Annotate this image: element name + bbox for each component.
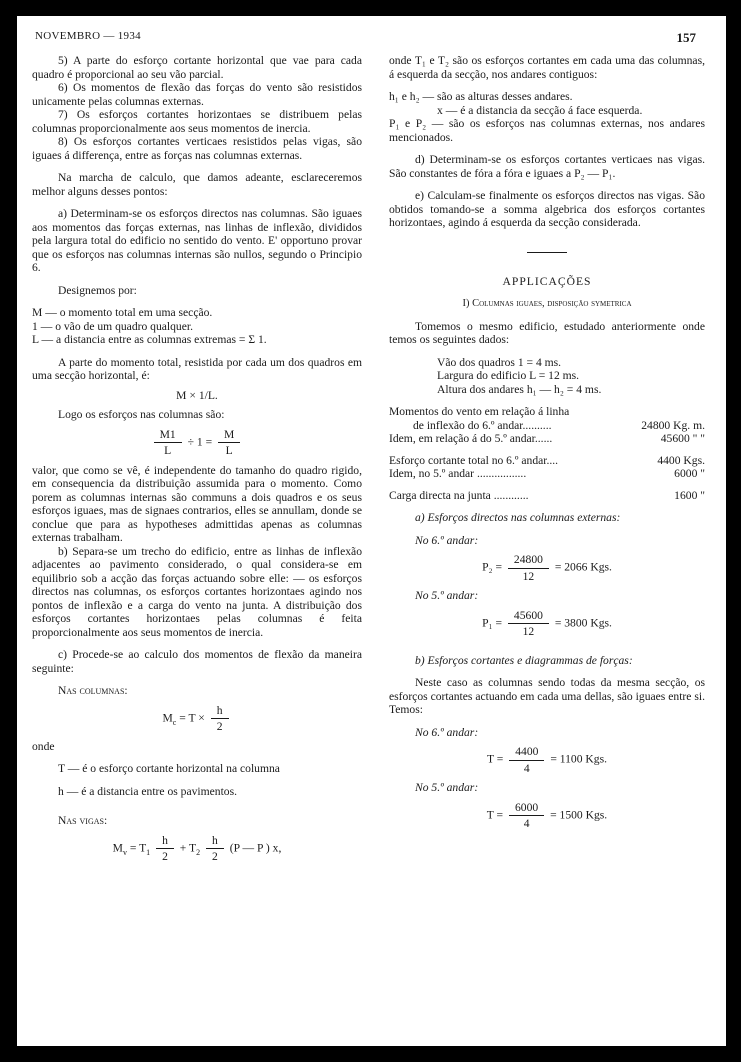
table-label: Esforço cortante total no 6.º andar.... bbox=[389, 453, 559, 467]
equation: $M_v = T_1$ $\frac{h}{2}$ + $T_2$ $\frac{h}{2}$ (P — P ) x, bbox=[112, 833, 282, 863]
table-row bbox=[389, 489, 705, 503]
equation: T = $\frac{4400}{4}$ = 1100 Kgs. bbox=[487, 745, 607, 775]
table-label: Idem, em relação á do 5.º andar...... bbox=[389, 432, 553, 445]
data-table bbox=[389, 405, 705, 502]
paragraph: valor, que como se vê, é independente do tamanho do quadro rigido, em consequencia da distribuição assumida para o momento. Como porem as columnas internas são communs a dois quadros e os seus esforços iguaes, mas de signaes contrarios, elles se annullam, donde se conclue que para as hypotheses admittidas apenas as columnas externas trabalham. bbox=[32, 463, 362, 544]
running-header: NOVEMBRO — 1934 bbox=[35, 30, 141, 42]
right-column bbox=[389, 54, 705, 837]
paragraph: e) Calculam-se finalmente os esforços directos nas vigas. São obtidos tomando-se a somma algebrica dos esforços cortantes horizontaes, agindo á esquerda da secção considerada. bbox=[389, 189, 705, 229]
subheading: b) Esforços cortantes e diagrammas de forças: bbox=[415, 653, 633, 667]
table-row bbox=[389, 454, 705, 468]
label: No 5.º andar: bbox=[415, 589, 479, 602]
paragraph: b) Separa-se um trecho do edificio, entre as linhas de inflexão adjacentes ao pavimento considerado, o qual considera-se em equilibrio sob a acção das forças actuando sobre elle: — os esforços directos nas columnas, os esforços cortantes horizontaes agindo nos pontos de inflexão e a carga do vento na junta. A distribuição dos esforços cortantes horizontaes pelas columnas é feita proporcionalmente aos seus momentos de inercia. bbox=[32, 544, 362, 639]
definition: h — é a distancia entre os pavimentos. bbox=[58, 784, 238, 798]
paragraph: onde bbox=[32, 739, 55, 753]
definition: x — é a distancia da secção á face esquerda. bbox=[437, 103, 643, 117]
subheading: a) Esforços directos nas columnas externas: bbox=[415, 511, 621, 524]
label: No 5.º andar: bbox=[415, 781, 479, 794]
table-value: 6000 " bbox=[674, 467, 705, 480]
definition: M — o momento total em uma secção. bbox=[32, 306, 213, 319]
definition: T — é o esforço cortante horizontal na columna bbox=[58, 762, 280, 775]
paragraph: a) Determinam-se os esforços directos nas columnas. São iguaes aos momentos das forças externas, nas linhas de inflexão, divididos pela largura total do edificio no sentido do vento. E' opportuno provar que os esforços nas columnas internas são nullos, segundo o Principio 6. bbox=[32, 207, 362, 274]
label: No 6.º andar: bbox=[415, 533, 479, 547]
list-item: 5) A parte do esforço cortante horizontal que vae para cada quadro é proporcional ao seu vão parcial. bbox=[32, 54, 362, 81]
data-line: Largura do edificio L = 12 ms. bbox=[437, 369, 580, 382]
subheading: Nas columnas: bbox=[58, 684, 128, 697]
paragraph: A parte do momento total, resistida por cada um dos quadros em uma secção horizontal, é: bbox=[32, 355, 362, 382]
equation: P₂ = $\frac{24800}{12}$ = 2066 Kgs. bbox=[482, 553, 612, 583]
table-label: Momentos do vento em relação á linha bbox=[389, 405, 570, 418]
list-item: 6) Os momentos de flexão das forças do vento são resistidos unicamente pelas columnas externas. bbox=[32, 81, 362, 108]
divider bbox=[527, 252, 567, 253]
equation: M × 1/L. bbox=[176, 388, 218, 402]
paragraph: onde T₁ e T₂ são os esforços cortantes em cada uma das columnas, á esquerda da secção, nos andares contiguos: bbox=[389, 54, 705, 81]
table-row bbox=[389, 405, 705, 419]
equation: P₁ = $\frac{45600}{12}$ = 3800 Kgs. bbox=[482, 608, 612, 638]
subheading: Nas vigas: bbox=[58, 814, 108, 827]
subsection-title: I) Columnas iguaes, disposição symetrica bbox=[462, 298, 632, 309]
list-item: 7) Os esforços cortantes horizontaes se distribuem pelas columnas proporcionalmente aos seus momentos de inercia. bbox=[32, 108, 362, 135]
table-value: 24800 Kg. m. bbox=[641, 418, 705, 432]
paragraph: Na marcha de calculo, que damos adeante, esclareceremos melhor alguns desses pontos: bbox=[32, 171, 362, 198]
page-number: 157 bbox=[676, 30, 696, 45]
equation: T = $\frac{6000}{4}$ = 1500 Kgs. bbox=[486, 800, 608, 830]
paragraph: Neste caso as columnas sendo todas da mesma secção, os esforços cortantes actuando em cada uma dellas, são iguaes entre si. Temos: bbox=[389, 676, 705, 716]
table-value: 1600 " bbox=[674, 488, 705, 502]
journal-page bbox=[17, 16, 726, 1046]
paragraph: d) Determinam-se os esforços cortantes verticaes nas vigas. São constantes de fóra a fóra e iguaes a P₂ — P₁. bbox=[389, 153, 705, 180]
table-label: Carga directa na junta ............ bbox=[389, 488, 529, 502]
data-line: Altura dos andares h₁ — h₂ = 4 ms. bbox=[437, 382, 602, 396]
data-line: Vão dos quadros 1 = 4 ms. bbox=[437, 355, 562, 369]
section-title: APPLICAÇÕES bbox=[502, 274, 592, 288]
table-value: 45600 " " bbox=[660, 432, 705, 445]
paragraph: Designemos por: bbox=[58, 283, 137, 297]
table-label: Idem, no 5.º andar ................. bbox=[389, 467, 527, 480]
definition: P₁ e P₂ — são os esforços nas columnas externas, nos andares mencionados. bbox=[389, 117, 705, 144]
table-row bbox=[389, 419, 705, 433]
paragraph: c) Procede-se ao calculo dos momentos de flexão da maneira seguinte: bbox=[32, 648, 362, 675]
equation: $M_c = T$ × $\frac{h}{2}$ bbox=[32, 704, 362, 734]
left-column bbox=[32, 54, 362, 870]
table-row bbox=[389, 467, 705, 481]
table-value: 4400 Kgs. bbox=[657, 453, 705, 467]
paragraph: Logo os esforços nas columnas são: bbox=[58, 408, 225, 421]
definition: L — a distancia entre as columnas extremas = Σ 1. bbox=[32, 333, 267, 346]
list-item: 8) Os esforços cortantes verticaes resistidos pelas vigas, são iguaes á differença, entre as forças nas columnas externas. bbox=[32, 135, 362, 162]
table-row bbox=[389, 432, 705, 446]
equation: $\frac{M1}{L}$ ÷ 1 = $\frac{M}{L}$ bbox=[32, 428, 362, 458]
table-label: de inflexão do 6.º andar.......... bbox=[413, 418, 552, 432]
definition: h₁ e h₂ — são as alturas desses andares. bbox=[389, 90, 573, 103]
label: No 6.º andar: bbox=[415, 725, 479, 739]
paragraph: Tomemos o mesmo edificio, estudado anteriormente onde temos os seguintes dados: bbox=[389, 319, 705, 346]
table-value bbox=[615, 405, 705, 419]
definition: 1 — o vão de um quadro qualquer. bbox=[32, 319, 193, 333]
